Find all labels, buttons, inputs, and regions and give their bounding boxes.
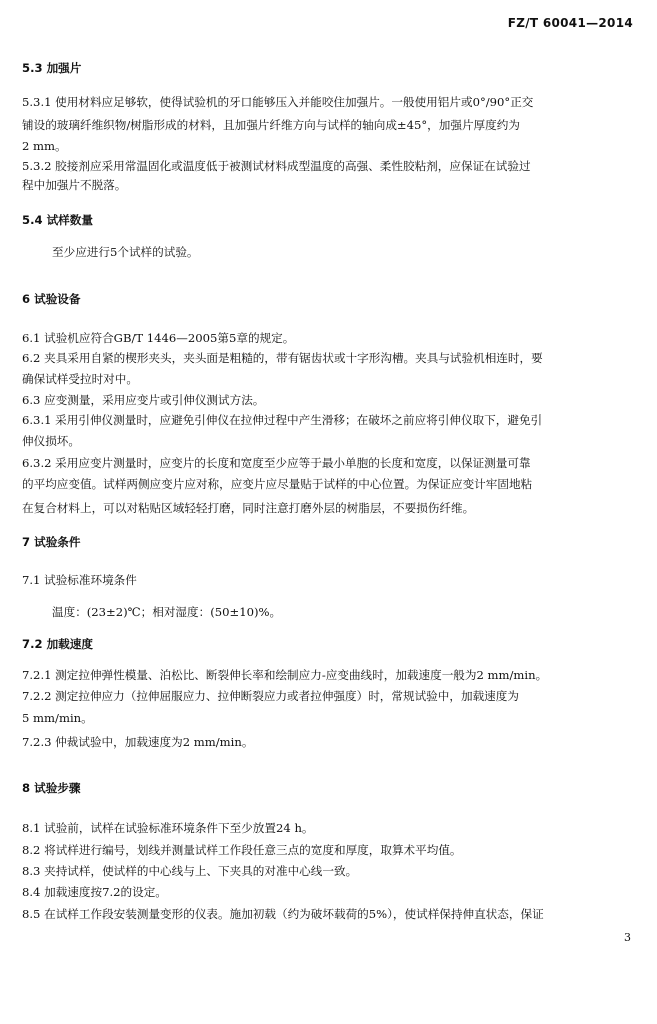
section-heading: 8 试验步骤 — [22, 781, 81, 795]
standard-code: FZ/T 60041—2014 — [507, 16, 633, 30]
paragraph-line: 7.2.1 测定拉伸弹性模量、泊松比、断裂伸长率和绘制应力-应变曲线时，加载速度一般为2 mm/min。 — [22, 668, 548, 682]
section-heading: 7 试验条件 — [22, 535, 81, 549]
paragraph-line: 8.2 将试样进行编号，划线并测量试样工作段任意三点的宽度和厚度，取算术平均值。 — [22, 843, 462, 857]
paragraph-line: 5.3.2 胶接剂应采用常温固化或温度低于被测试材料成型温度的高强、柔性胶粘剂，应保证在试验过 — [22, 159, 531, 173]
paragraph-line: 6.3.2 采用应变片测量时，应变片的长度和宽度至少应等于最小单胞的长度和宽度，以保证测量可靠 — [22, 456, 531, 470]
paragraph-line: 6.3.1 采用引伸仪测量时，应避免引伸仪在拉伸过程中产生滑移；在破坏之前应将引伸仪取下，避免引 — [22, 413, 543, 427]
paragraph-line: 的平均应变值。试样两侧应变片应对称，应变片应尽量贴于试样的中心位置。为保证应变计牢固地粘 — [22, 477, 533, 491]
paragraph-line: 确保试样受拉时对中。 — [22, 372, 138, 386]
paragraph-line: 在复合材料上，可以对粘贴区域轻轻打磨，同时注意打磨外层的树脂层，不要损伤纤维。 — [22, 501, 475, 515]
paragraph-line: 7.2.3 仲裁试验中，加载速度为2 mm/min。 — [22, 735, 254, 749]
paragraph-line: 2 mm。 — [22, 139, 67, 153]
paragraph-line: 6.1 试验机应符合GB/T 1446—2005第5章的规定。 — [22, 331, 295, 345]
section-heading: 5.3 加强片 — [22, 61, 82, 75]
paragraph-line: 温度：(23±2)℃；相对湿度：(50±10)%。 — [52, 605, 282, 619]
paragraph-line: 伸仪损坏。 — [22, 434, 80, 448]
paragraph-line: 6.3 应变测量，采用应变片或引伸仪测试方法。 — [22, 393, 265, 407]
paragraph-line: 6.2 夹具采用自紧的楔形夹头，夹头面是粗糙的，带有锯齿状或十字形沟槽。夹具与试验机相连时，要 — [22, 351, 543, 365]
paragraph-line: 8.4 加载速度按7.2的设定。 — [22, 885, 167, 899]
paragraph-line: 5.3.1 使用材料应足够软，使得试验机的牙口能够压入并能咬住加强片。一般使用铝片或0°/90°正交 — [22, 95, 534, 109]
paragraph-line: 铺设的玻璃纤维织物/树脂形成的材料，且加强片纤维方向与试样的轴向成±45°，加强片厚度约为 — [22, 118, 520, 132]
paragraph-line: 程中加强片不脱落。 — [22, 178, 127, 192]
section-heading: 5.4 试样数量 — [22, 213, 93, 227]
section-heading: 6 试验设备 — [22, 292, 81, 306]
paragraph-line: 8.5 在试样工作段安装测量变形的仪表。施加初载（约为破坏载荷的5%），使试样保持伸直状态，保证 — [22, 907, 544, 921]
paragraph-line: 至少应进行5个试样的试验。 — [52, 245, 199, 259]
subsection-heading: 7.1 试验标准环境条件 — [22, 573, 137, 587]
paragraph-line: 8.3 夹持试样，使试样的中心线与上、下夹具的对准中心线一致。 — [22, 864, 358, 878]
paragraph-line: 8.1 试验前，试样在试验标准环境条件下至少放置24 h。 — [22, 821, 314, 835]
section-heading: 7.2 加载速度 — [22, 637, 93, 651]
paragraph-line: 5 mm/min。 — [22, 711, 93, 725]
page-number: 3 — [624, 931, 631, 944]
paragraph-line: 7.2.2 测定拉伸应力（拉伸屈服应力、拉伸断裂应力或者拉伸强度）时，常规试验中，加载速度为 — [22, 689, 519, 703]
